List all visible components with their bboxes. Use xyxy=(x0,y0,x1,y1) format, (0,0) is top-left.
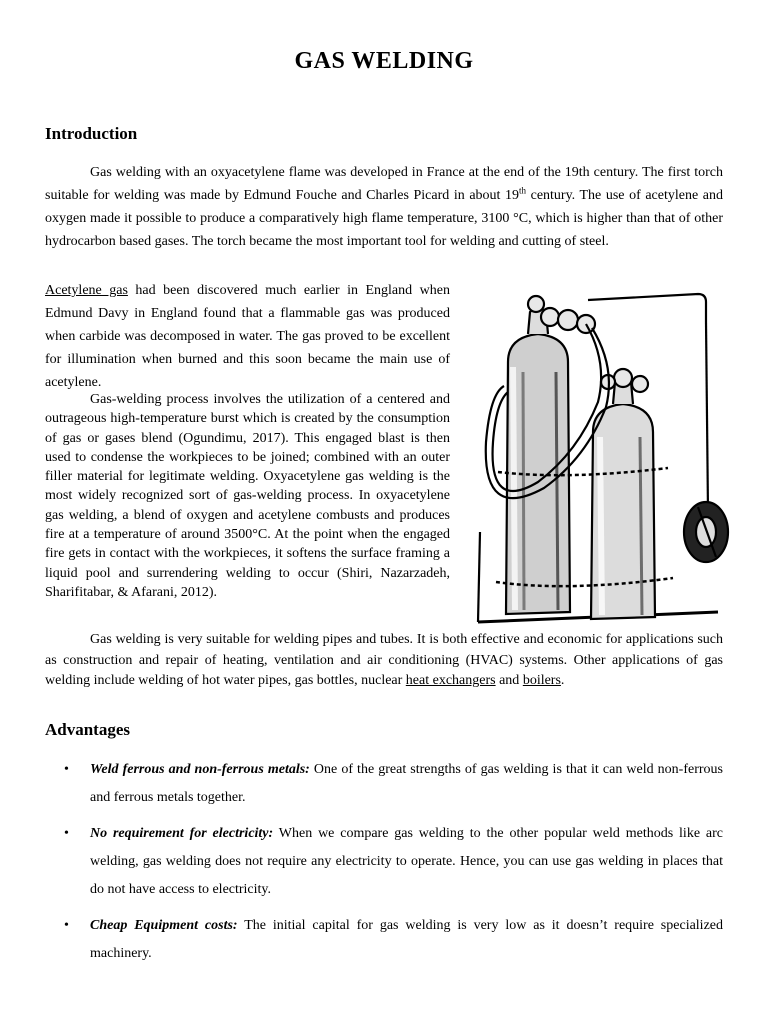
advantage-text: The initial capital for gas welding is very low as it doesn’t require specialized machinery. xyxy=(90,918,723,961)
bullet-icon: • xyxy=(64,762,69,777)
list-item xyxy=(45,912,723,968)
intro-p4-and: and xyxy=(495,673,523,688)
advantages-heading: Advantages xyxy=(45,720,131,739)
advantage-term: No requirement for electricity: xyxy=(90,826,274,841)
introduction-heading: Introduction xyxy=(45,124,138,143)
advantages-list xyxy=(45,756,723,976)
intro-paragraph-3 xyxy=(45,390,450,602)
intro-p1-text-b: century. The use of acetylene and oxygen made it possible to produce a comparatively high flame temperature, 3100 °C, which is higher than that of other hydrocarbon based gases. The torch became the most important tool for welding and cutting of steel. xyxy=(45,188,723,249)
intro-p1-text-a: Gas welding with an oxyacetylene flame was developed in France at the end of the 19th century. The first torch suitable for welding was made by Edmund Fouche and Charles Picard in about 19 xyxy=(45,165,723,203)
intro-p3-text: Gas-welding process involves the utilization of a centered and outrageous high-temperature burst which is created by the consumption of gas or gases blend (Ogundimu, 2017). This engaged blast is then used to condense the workpieces to be joined; combined with an outer filler material for legitimate welding. Oxyacetylene gas welding is the most widely recognized sort of gas-welding process. In oxyacetylene gas welding, a blend of oxygen and acetylene combusts and produces fire at a temperature of around 3500°C. At the point when the engaged fire gets in contact with the workpieces, it softens the surface framing a liquid pool and surrendering welding to occur (Shiri, Nazarzadeh, Sharifitabar, & Afarani, 2012). xyxy=(45,392,450,600)
acetylene-gas-link[interactable]: Acetylene gas xyxy=(45,283,128,298)
gas-cylinder-cart-illustration xyxy=(468,282,738,640)
advantage-text: When we compare gas welding to the other popular weld methods like arc welding, gas welding does not require any electricity to operate. Hence, you can use gas welding in places that do not have access to electricity. xyxy=(90,826,723,897)
bullet-icon: • xyxy=(64,918,69,933)
list-item xyxy=(45,820,723,904)
intro-p4-end: . xyxy=(560,673,565,688)
advantage-term: Weld ferrous and non-ferrous metals: xyxy=(90,762,310,777)
intro-paragraph-1 xyxy=(45,161,723,253)
intro-p4-text-a: Gas welding is very suitable for welding pipes and tubes. It is both effective and economic for applications such as construction and repair of heating, ventilation and air conditioning (HVAC) systems. Other applications of gas welding include welding of hot water pipes, gas bottles, nuclear xyxy=(45,632,723,688)
intro-paragraph-2 xyxy=(45,279,450,394)
intro-p2-text: had been discovered much earlier in England when Edmund Davy in England found that a flammable gas was produced when carbide was decomposed in water. The gas proved to be excellent for illumination when burned and this soon became the main use of acetylene. xyxy=(45,283,450,390)
intro-p1-superscript: th xyxy=(519,185,527,196)
bullet-icon: • xyxy=(64,826,69,841)
list-item xyxy=(45,756,723,812)
heat-exchangers-link[interactable]: heat exchangers xyxy=(405,673,496,688)
intro-paragraph-4 xyxy=(45,630,723,692)
page-title: GAS WELDING xyxy=(294,48,474,74)
advantage-text: One of the great strengths of gas welding is that it can weld non-ferrous and ferrous metals together. xyxy=(90,762,723,805)
boilers-link[interactable]: boilers xyxy=(522,673,561,688)
advantage-term: Cheap Equipment costs: xyxy=(90,918,238,933)
